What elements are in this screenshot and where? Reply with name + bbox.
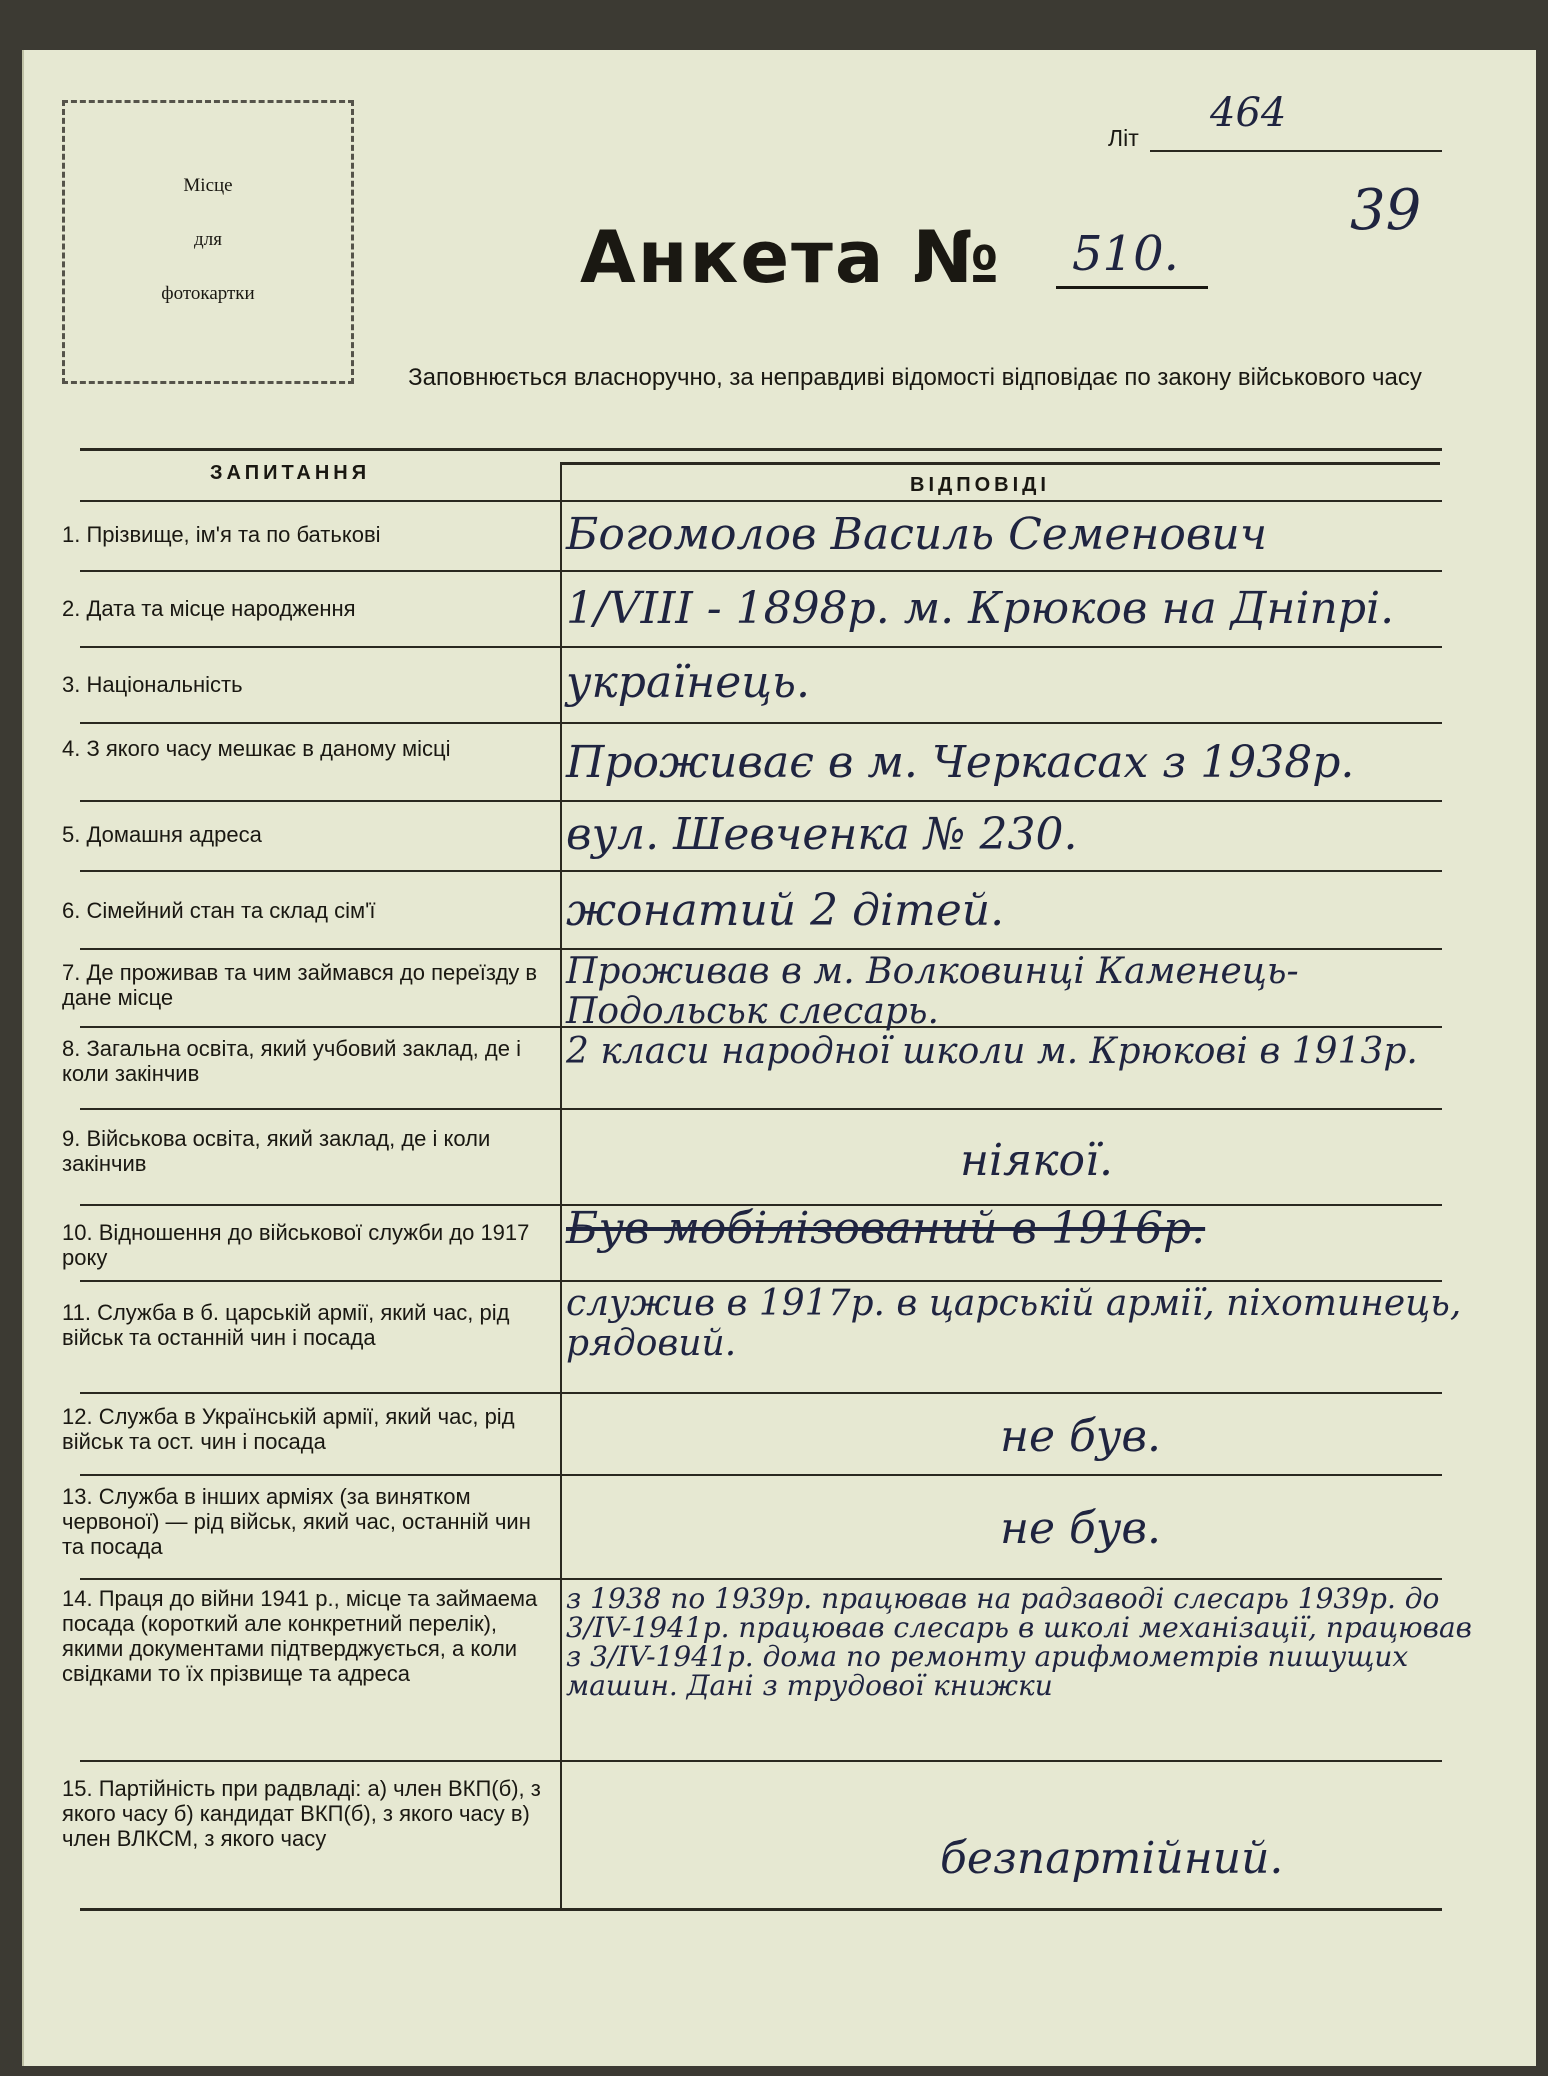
lit-label: Літ — [1108, 125, 1139, 151]
question-14: 14. Праця до війни 1941 р., місце та займаема посада (короткий але конкретний перелік), якими документами підтверджується, а коли свідками то їх прізвище та адреса — [62, 1586, 538, 1686]
question-13: 13. Служба в інших арміях (за винятком червоної) — рід військ, який час, останній чин та посада — [62, 1484, 531, 1559]
row-rule — [80, 948, 1442, 950]
corner-number: 39 — [1350, 178, 1422, 243]
form-number-underline — [1056, 286, 1208, 289]
question-12: 12. Служба в Українській армії, який час, рід військ та ост. чин і посада — [62, 1404, 515, 1454]
question-8: 8. Загальна освіта, який учбовий заклад, де і коли закінчив — [62, 1036, 521, 1086]
photo-label-3: фотокартки — [161, 283, 255, 304]
row-rule — [80, 870, 1442, 872]
row-rule — [80, 722, 1442, 724]
answer-1: Богомолов Василь Семенович — [566, 509, 1268, 560]
answer-3: українець. — [566, 657, 810, 708]
answer-9: ніякої. — [960, 1135, 1114, 1186]
answer-4: Проживає в м. Черкасах з 1938р. — [566, 737, 1355, 788]
question-11: 11. Служба в б. царській армії, який час, рід військ та останній чин і посада — [62, 1300, 510, 1350]
question-6: 6. Сімейний стан та склад сім'ї — [62, 898, 376, 923]
row-rule — [80, 646, 1442, 648]
answer-12: не був. — [1000, 1411, 1161, 1462]
answer-5: вул. Шевченка № 230. — [566, 809, 1078, 860]
page-subtitle: Заповнюється власноручно, за неправдиві відомості відповідає по закону військового часу — [408, 364, 1422, 391]
row-rule — [80, 1578, 1442, 1580]
row-rule — [80, 1280, 1442, 1282]
question-3: 3. Національність — [62, 672, 243, 697]
lit-value: 464 — [1210, 90, 1287, 136]
column-divider — [560, 462, 562, 1910]
table-top-rule — [80, 448, 1442, 451]
answer-8: 2 класи народної школи м. Крюкові в 1913р. — [566, 1031, 1418, 1072]
col-header-answers: ВІДПОВІДІ — [910, 474, 1050, 496]
question-15: 15. Партійність при радвладі: а) член ВКП(б), з якого часу б) кандидат ВКП(б), з якого часу в) член ВЛКСМ, з якого часу — [62, 1776, 541, 1851]
photo-label-2: для — [194, 229, 222, 250]
form-number: 510. — [1072, 226, 1179, 282]
photo-label-1: Місце — [183, 175, 233, 196]
row-rule — [80, 570, 1442, 572]
answer-7: Проживав в м. Волковинцi Каменець-Подольськ слесарь. — [566, 951, 1299, 1032]
page-title: Анкета № — [580, 215, 1002, 299]
lit-underline — [1150, 150, 1442, 152]
answer-6: жонатий 2 дітей. — [566, 885, 1005, 936]
answer-13: не був. — [1000, 1503, 1161, 1554]
row-rule — [80, 800, 1442, 802]
question-7: 7. Де проживав та чим займався до переїзду в дане місце — [62, 960, 538, 1010]
question-1: 1. Прізвище, ім'я та по батькові — [62, 522, 381, 547]
answer-14: з 1938 по 1939р. працював на радзаводі слесарь 1939р. до 3/IV-1941р. працював слесарь в школі механізації, працював з 3/IV-1941р. дома по ремонту арифмометрів пишущих машин. Дані з трудової книжки — [566, 1582, 1472, 1702]
row-rule — [80, 1474, 1442, 1476]
question-9: 9. Військова освіта, який заклад, де і коли закінчив — [62, 1126, 491, 1176]
row-rule — [80, 1108, 1442, 1110]
table-top-rule-2 — [560, 462, 1440, 465]
answer-2: 1/VIII - 1898р. м. Крюков на Дніпрі. — [566, 583, 1395, 634]
answer-15: безпартійний. — [940, 1833, 1284, 1884]
question-4: 4. З якого часу мешкає в даному місці — [62, 736, 451, 761]
col-header-questions: ЗАПИТАННЯ — [210, 462, 371, 484]
question-10: 10. Відношення до військової служби до 1917 року — [62, 1220, 530, 1270]
question-2: 2. Дата та місце народження — [62, 596, 356, 621]
photo-placeholder — [62, 100, 354, 384]
answer-10: Був мобілізований в 1916р. — [566, 1203, 1206, 1254]
table-bottom-rule — [80, 1908, 1442, 1911]
row-rule — [80, 1392, 1442, 1394]
row-rule — [80, 500, 1442, 502]
row-rule — [80, 1760, 1442, 1762]
question-5: 5. Домашня адреса — [62, 822, 262, 847]
answer-11: служив в 1917р. в царській армії, піхотинець, рядовий. — [566, 1283, 1462, 1364]
